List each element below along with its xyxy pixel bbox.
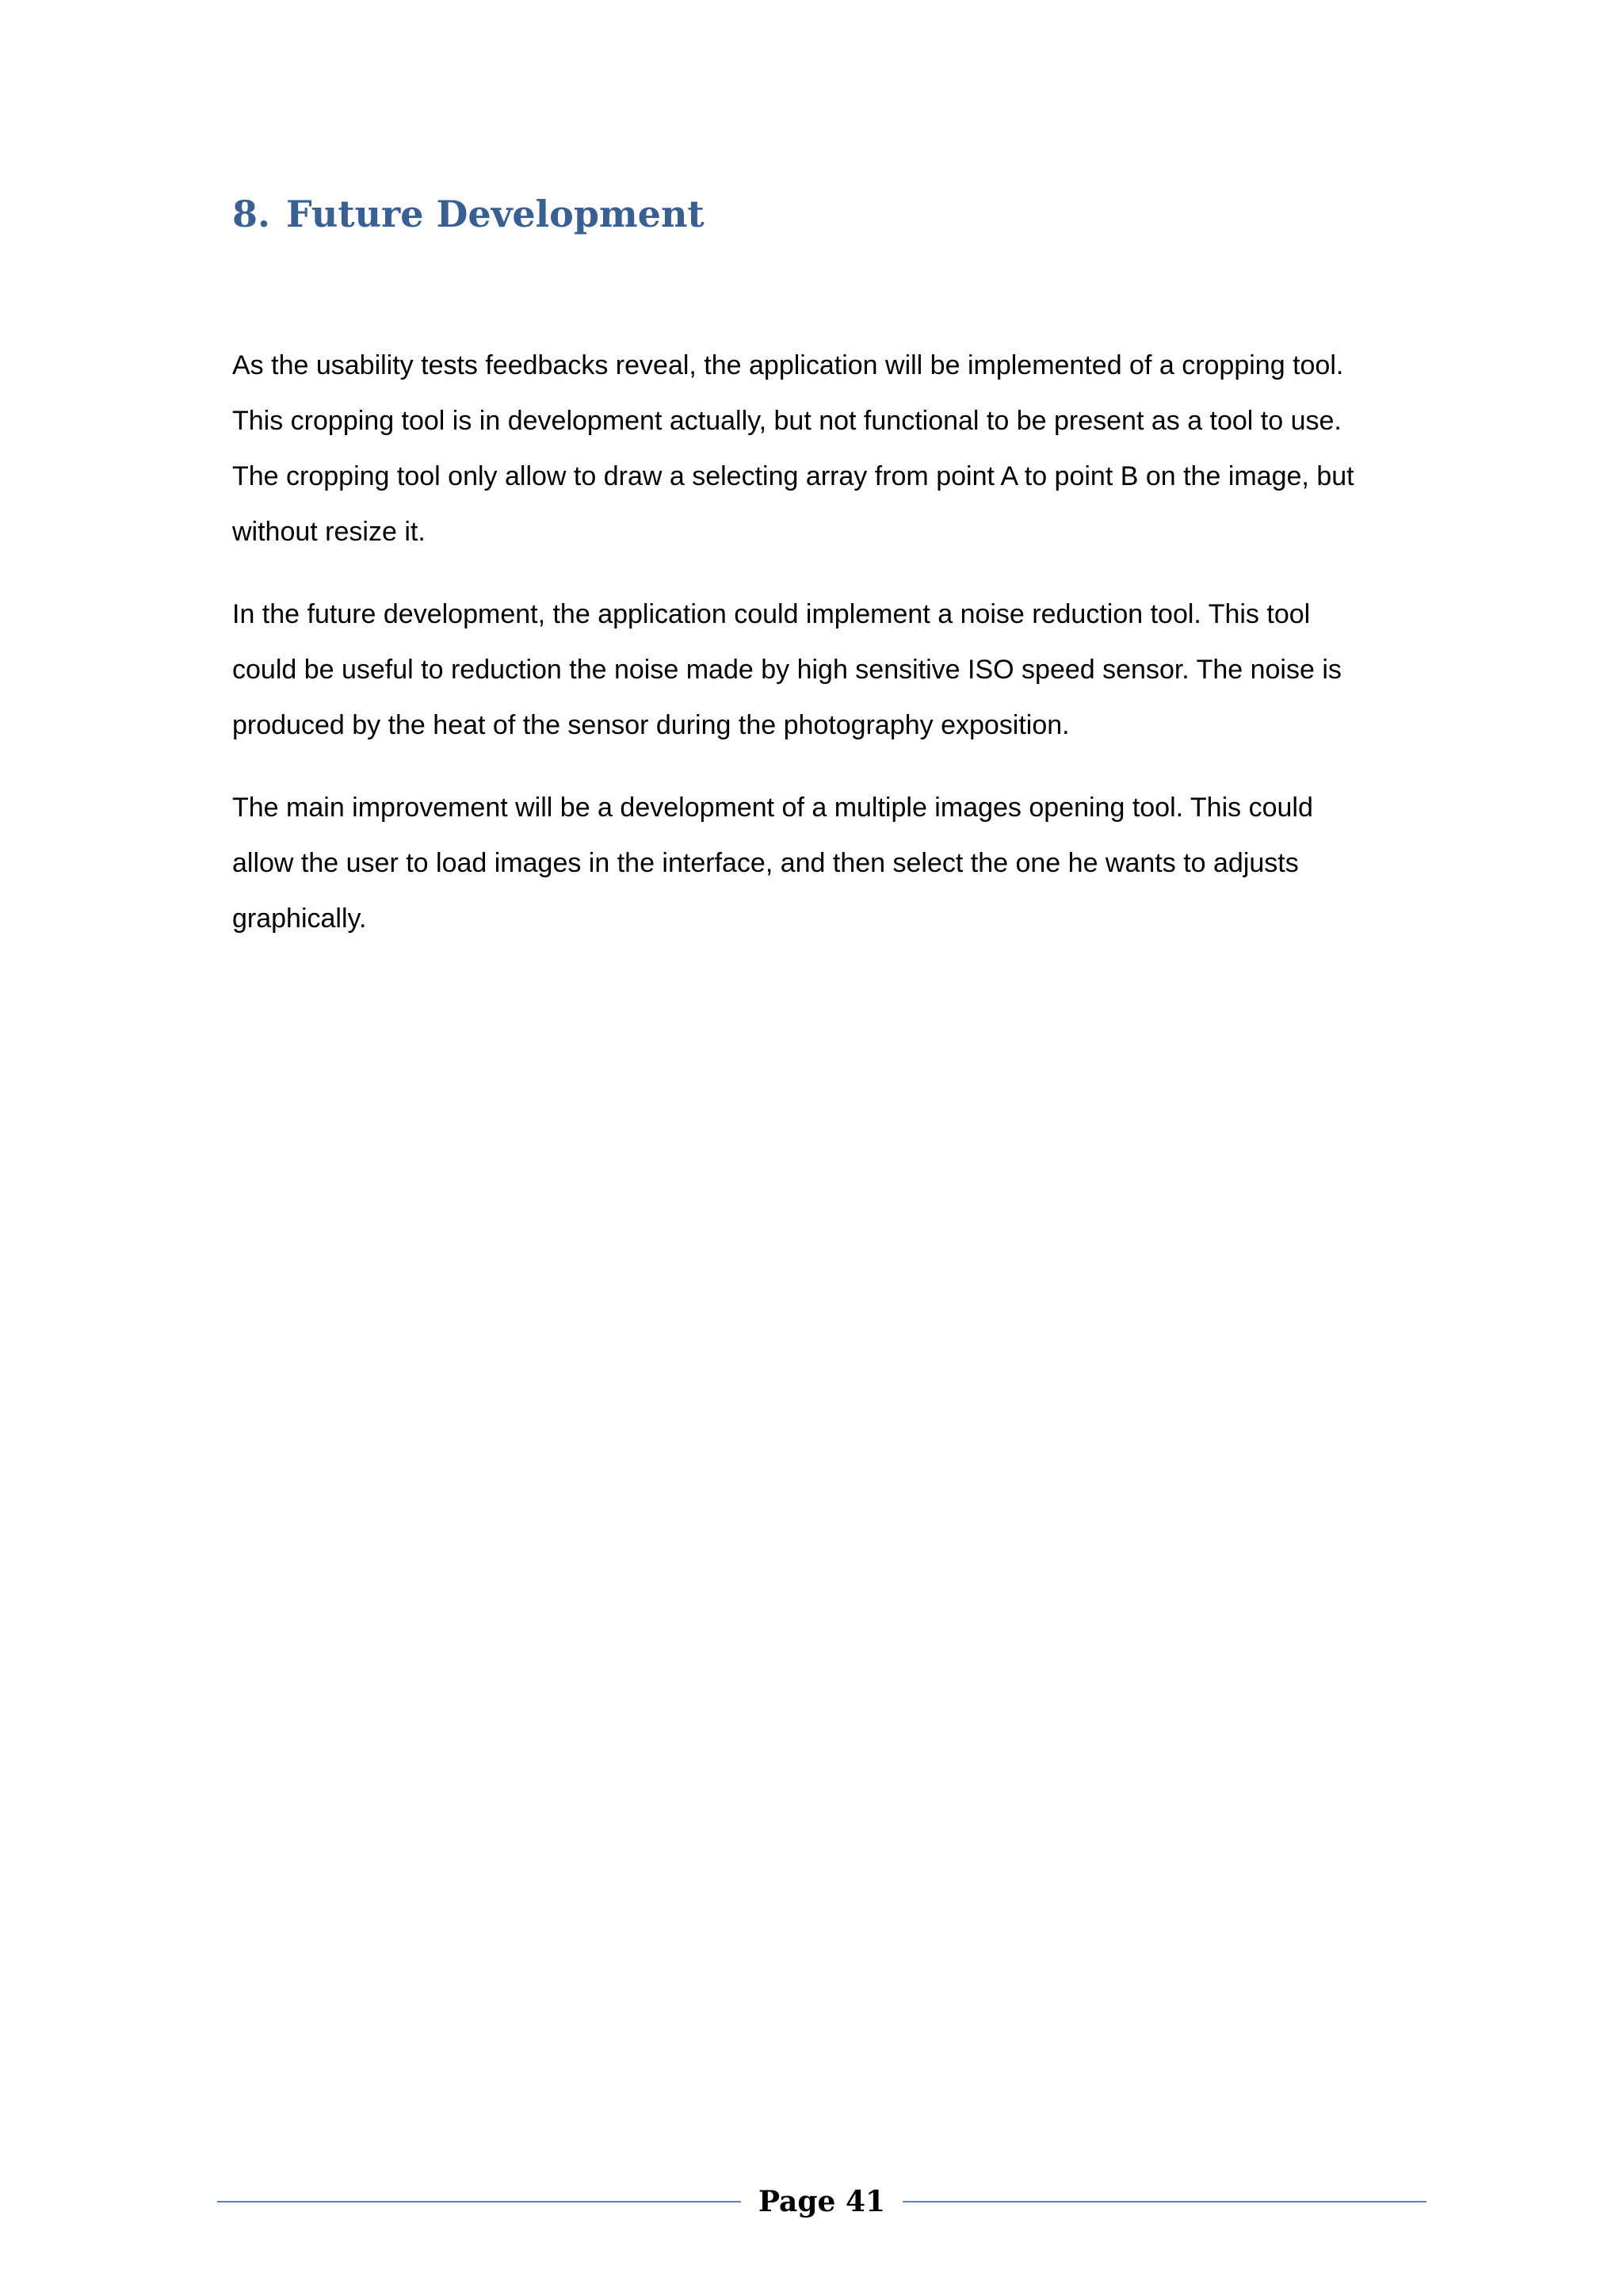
section-number: 8. xyxy=(232,193,271,235)
page-footer xyxy=(217,2178,1426,2225)
section-heading xyxy=(232,190,705,238)
text-line: produced by the heat of the sensor during the photography exposition. xyxy=(232,710,1070,740)
text-line: graphically. xyxy=(232,904,367,934)
text-line: The cropping tool only allow to draw a selecting array from point A to point B on the image, but xyxy=(232,461,1354,491)
text-line: In the future development, the application could implement a noise reduction tool. This tool xyxy=(232,599,1311,629)
text-line: allow the user to load images in the interface, and then select the one he wants to adjusts xyxy=(232,848,1299,878)
section-title: Future Development xyxy=(286,193,705,235)
text-line: This cropping tool is in development actually, but not functional to be present as a tool to use. xyxy=(232,406,1342,436)
text-line: could be useful to reduction the noise made by high sensitive ISO speed sensor. The noise is xyxy=(232,655,1342,685)
text-line: As the usability tests feedbacks reveal, the application will be implemented of a cropping tool. xyxy=(232,350,1344,380)
footer-rule-left xyxy=(217,2201,741,2202)
paragraph xyxy=(232,586,1421,753)
page-number: Page 41 xyxy=(758,2185,886,2218)
paragraph xyxy=(232,338,1421,560)
text-line: without resize it. xyxy=(232,517,426,547)
body-text xyxy=(232,338,1421,973)
paragraph xyxy=(232,780,1421,946)
footer-rule-right xyxy=(903,2201,1426,2202)
text-line: The main improvement will be a development of a multiple images opening tool. This could xyxy=(232,793,1313,823)
